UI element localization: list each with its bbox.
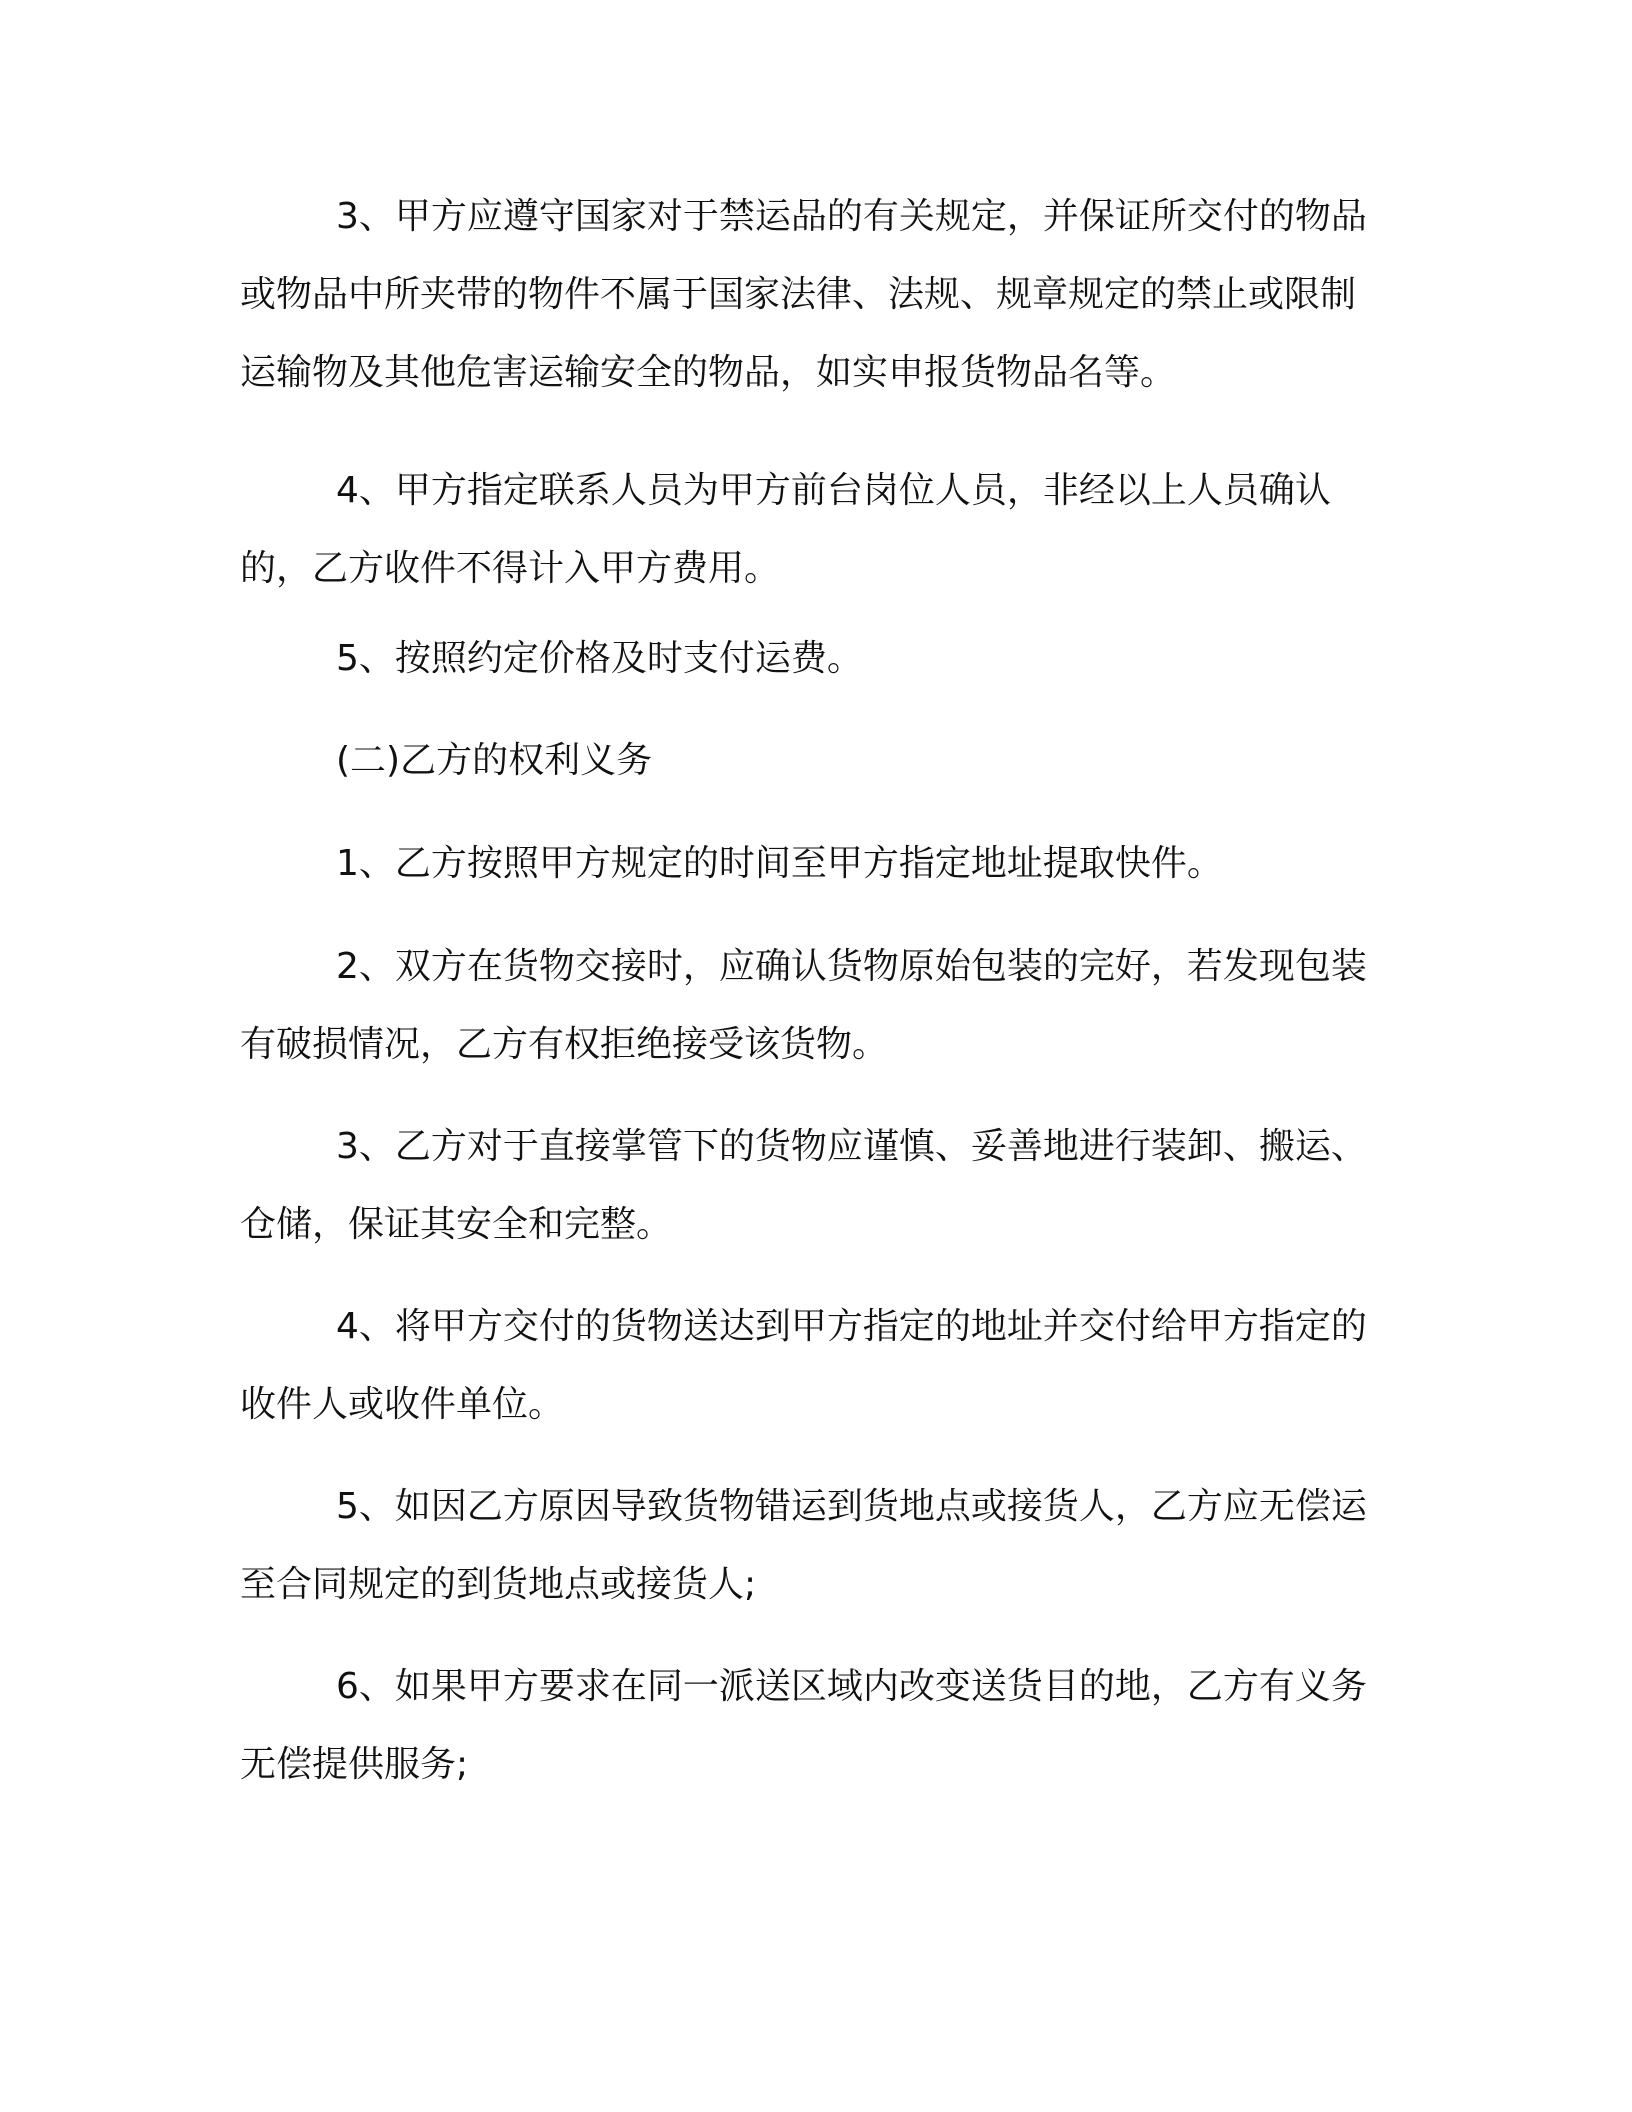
paragraph-party-b-item-5: 5、如因乙方原因导致货物错运到货地点或接货人，乙方应无偿运至合同规定的到货地点或接货人; bbox=[240, 1486, 1367, 1605]
paragraph-party-a-item-3: 3、甲方应遵守国家对于禁运品的有关规定，并保证所交付的物品或物品中所夹带的物件不属于国家法律、法规、规章规定的禁止或限制运输物及其他危害运输安全的物品，如实申报货物品名等。 bbox=[240, 196, 1367, 393]
paragraph-party-b-item-1: 1、乙方按照甲方规定的时间至甲方指定地址提取快件。 bbox=[336, 843, 1223, 884]
paragraph-party-b-item-3: 3、乙方对于直接掌管下的货物应谨慎、妥善地进行装卸、搬运、仓储，保证其安全和完整。 bbox=[240, 1126, 1367, 1245]
paragraph-party-b-item-2: 2、双方在货物交接时，应确认货物原始包装的完好，若发现包装有破损情况，乙方有权拒绝接受该货物。 bbox=[240, 946, 1367, 1065]
section-heading-party-b: (二)乙方的权利义务 bbox=[336, 740, 653, 781]
paragraph-party-a-item-4: 4、甲方指定联系人员为甲方前台岗位人员，非经以上人员确认的，乙方收件不得计入甲方费用。 bbox=[240, 470, 1331, 589]
paragraph-party-b-item-6: 6、如果甲方要求在同一派送区域内改变送货目的地，乙方有义务无偿提供服务; bbox=[240, 1666, 1367, 1785]
paragraph-party-a-item-5: 5、按照约定价格及时支付运费。 bbox=[336, 638, 863, 679]
paragraph-party-b-item-4: 4、将甲方交付的货物送达到甲方指定的地址并交付给甲方指定的收件人或收件单位。 bbox=[240, 1306, 1367, 1425]
